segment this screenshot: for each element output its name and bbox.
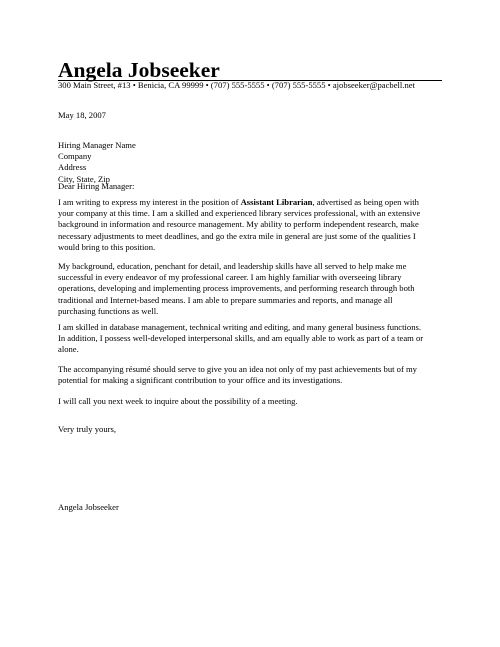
paragraph-line: In addition, I possess well-developed interpersonal skills, and am equally able to work as part of a team or	[58, 333, 424, 344]
closing-text: Very truly yours,	[58, 424, 116, 434]
paragraph-line: purchasing functions as well.	[58, 305, 159, 316]
recipient-city-state-zip: City, State, Zip	[58, 173, 110, 184]
signature-block	[58, 502, 453, 513]
salutation	[58, 181, 453, 192]
paragraph-background	[58, 261, 453, 317]
paragraph-text: , advertised as being open with	[312, 197, 419, 207]
recipient-company: Company	[58, 151, 92, 162]
recipient-name: Hiring Manager Name	[58, 140, 136, 150]
paragraph-line: necessary adjustments to meet deadlines, and go the extra mile in general are just some of the qualities I	[58, 230, 416, 241]
paragraph-line: would bring to this position.	[58, 241, 156, 252]
signature-name: Angela Jobseeker	[58, 502, 119, 512]
paragraph-line	[58, 197, 453, 208]
paragraph-line: I am skilled in database management, technical writing and editing, and many general business functions.	[58, 322, 421, 332]
sender-name: Angela Jobseeker	[58, 58, 220, 82]
position-title: Assistant Librarian	[240, 197, 313, 207]
paragraph-resume	[58, 364, 453, 386]
letter-date	[58, 110, 453, 121]
date-text: May 18, 2007	[58, 110, 106, 120]
recipient-address-line: Address	[58, 162, 87, 173]
paragraph-line: traditional and Internet-based means. I am able to prepare summaries and reports, and manage all	[58, 294, 393, 305]
paragraph-line: successful in every endeavor of my professional career. I am highly familiar with overseeing library	[58, 272, 402, 283]
paragraph-line: alone.	[58, 344, 79, 355]
paragraph-line: background in information and resource management. My ability to perform independent research, make	[58, 219, 419, 230]
paragraph-introduction	[58, 197, 453, 253]
recipient-address	[58, 140, 453, 185]
salutation-text: Dear Hiring Manager:	[58, 181, 135, 191]
paragraph-line: The accompanying résumé should serve to give you an idea not only of my past achievements but of my	[58, 364, 417, 374]
paragraph-text: I am writing to express my interest in the position of	[58, 197, 241, 207]
paragraph-line: your company at this time. I am a skilled and experienced library services professional, with an extensive	[58, 208, 421, 219]
paragraph-line: My background, education, penchant for detail, and leadership skills have all served to help make me	[58, 261, 407, 271]
paragraph-line: potential for making a significant contribution to your office and its investigations.	[58, 375, 343, 386]
paragraph-line: operations, developing and implementing process improvements, and performing research through both	[58, 283, 415, 294]
closing	[58, 424, 453, 435]
paragraph-line: I will call you next week to inquire about the possibility of a meeting.	[58, 396, 298, 406]
sender-contact-line: 300 Main Street, #13 • Benicia, CA 99999 • (707) 555-5555 • (707) 555-5555 • ajobseeker@pacbell.net	[58, 80, 415, 90]
paragraph-follow-up	[58, 396, 453, 407]
paragraph-skills	[58, 322, 453, 356]
